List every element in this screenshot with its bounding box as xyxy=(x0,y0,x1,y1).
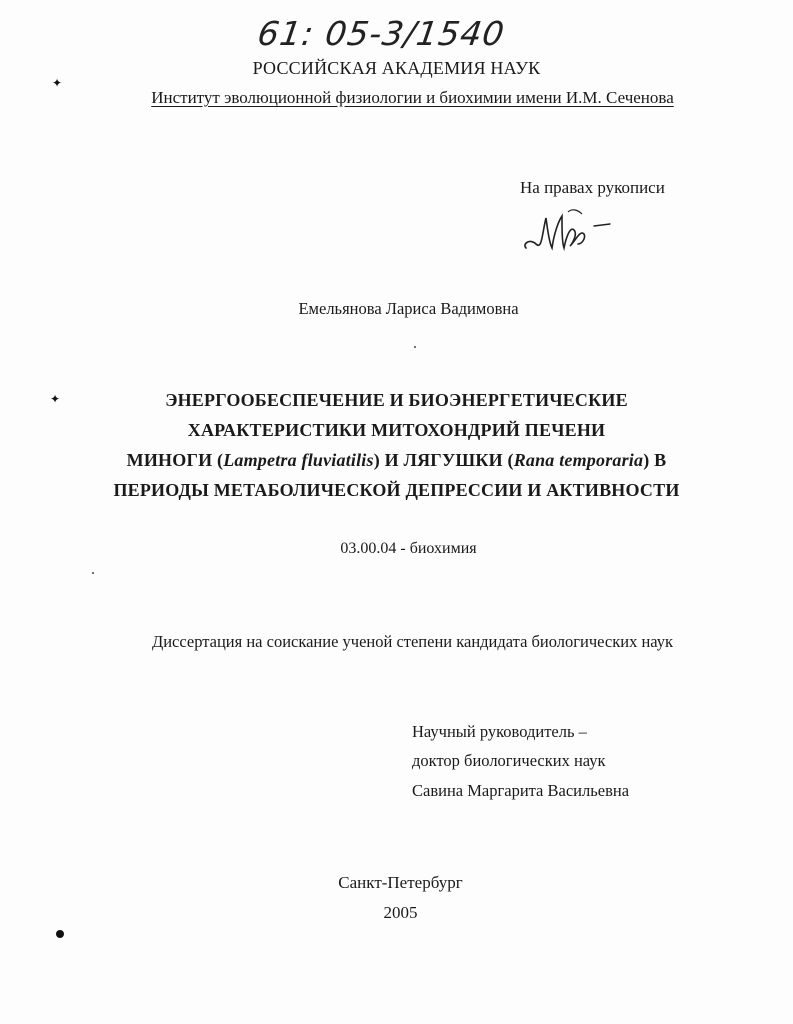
scan-speck xyxy=(414,346,416,348)
author-name: Емельянова Лариса Вадимовна xyxy=(298,299,519,318)
title-line-2: ХАРАКТЕРИСТИКИ МИТОХОНДРИЙ ПЕЧЕНИ xyxy=(187,420,606,440)
binding-hole-marker xyxy=(56,930,64,938)
supervisor-name: Савина Маргарита Васильевна xyxy=(412,781,630,800)
title-line-3-post: ) В xyxy=(643,450,667,470)
title-line-4: ПЕРИОДЫ МЕТАБОЛИЧЕСКОЙ ДЕПРЕССИИ И АКТИВНОСТИ xyxy=(113,480,680,500)
specialty-code: 03.00.04 - биохимия xyxy=(340,540,477,557)
title-line-1: ЭНЕРГООБЕСПЕЧЕНИЕ И БИОЭНЕРГЕТИЧЕСКИЕ xyxy=(165,390,628,410)
title-line-3-mid: ) И ЛЯГУШКИ ( xyxy=(373,450,514,470)
author-signature xyxy=(520,204,616,258)
supervisor-degree: доктор биологических наук xyxy=(412,751,606,770)
scan-speck xyxy=(92,572,94,574)
rights-notice: На правах рукописи xyxy=(520,178,665,197)
binding-hole-marker: ✦ xyxy=(52,76,63,90)
binding-hole-marker: ✦ xyxy=(50,392,61,406)
year: 2005 xyxy=(383,903,418,922)
supervisor-role: Научный руководитель – xyxy=(412,722,587,741)
city: Санкт-Петербург xyxy=(338,873,463,892)
title-line-3 xyxy=(0,450,793,471)
species-frog: Rana temporaria xyxy=(513,450,644,470)
title-line-3-pre: МИНОГИ ( xyxy=(126,450,224,470)
species-lamprey: Lampetra fluviatilis xyxy=(223,450,374,470)
academy-name: РОССИЙСКАЯ АКАДЕМИЯ НАУК xyxy=(252,58,541,78)
institute-name: Институт эволюционной физиологии и биохимии имени И.М. Сеченова xyxy=(151,88,674,107)
archive-number: 61: 05-3/1540 xyxy=(255,14,508,53)
dissertation-statement: Диссертация на соискание ученой степени кандидата биологических наук xyxy=(151,632,674,651)
